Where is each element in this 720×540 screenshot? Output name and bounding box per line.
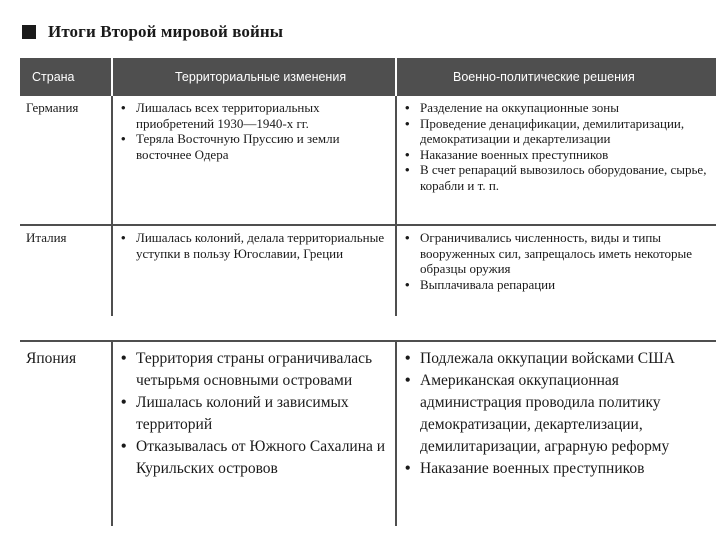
title-row (22, 22, 283, 42)
list-item: • Ограничивались численность, виды и типы вооруженных сил, запрещалось иметь некоторые образцы оружия (403, 230, 710, 277)
header-territorial: Территориальные изменения (112, 58, 396, 96)
military-cell (396, 225, 716, 316)
list-item: • Лишалась колоний, делала территориальные уступки в пользу Югославии, Греции (119, 230, 389, 261)
list-item: • Отказывалась от Южного Сахалина и Курильских островов (119, 436, 389, 480)
table-row-germany (20, 96, 716, 225)
table-row-italy (20, 225, 716, 316)
list-item: • Разделение на оккупационные зоны (403, 100, 710, 116)
country-cell: Германия (20, 96, 112, 225)
list-item: • Лишалась всех территориальных приобретений 1930—1940-х гг. (119, 100, 389, 131)
list-item: • Наказание военных преступников (403, 458, 710, 480)
territorial-cell (112, 96, 396, 225)
square-bullet-icon (22, 25, 36, 39)
military-cell (396, 341, 716, 526)
territorial-cell (112, 225, 396, 316)
list-item: • Лишалась колоний и зависимых территорий (119, 392, 389, 436)
list-item: • Подлежала оккупации войсками США (403, 348, 710, 370)
list-item: • В счет репараций вывозилось оборудование, сырье, корабли и т. п. (403, 162, 710, 193)
header-country: Страна (20, 58, 112, 96)
list-item: • Теряла Восточную Пруссию и земли восточнее Одера (119, 131, 389, 162)
list-item: • Американская оккупационная администрация проводила политику демократизации, декартелизации, демилитаризации, аграрную реформу (403, 370, 710, 458)
page-title: Итоги Второй мировой войны (48, 22, 284, 41)
table-row-japan (20, 341, 716, 526)
results-table (20, 58, 716, 316)
military-cell (396, 96, 716, 225)
list-item: • Наказание военных преступников (403, 147, 710, 163)
header-military: Военно-политические решения (396, 58, 716, 96)
list-item: • Территория страны ограничивалась четырьмя основными островами (119, 348, 389, 392)
country-cell: Италия (26, 230, 67, 245)
territorial-cell (112, 341, 396, 526)
results-table-continued (20, 340, 716, 526)
list-item: • Выплачивала репарации (403, 277, 710, 293)
list-item: • Проведение денацификации, демилитаризации, демократизации и декартелизации (403, 116, 710, 147)
country-cell: Япония (26, 350, 77, 367)
table-header-row (20, 58, 716, 96)
